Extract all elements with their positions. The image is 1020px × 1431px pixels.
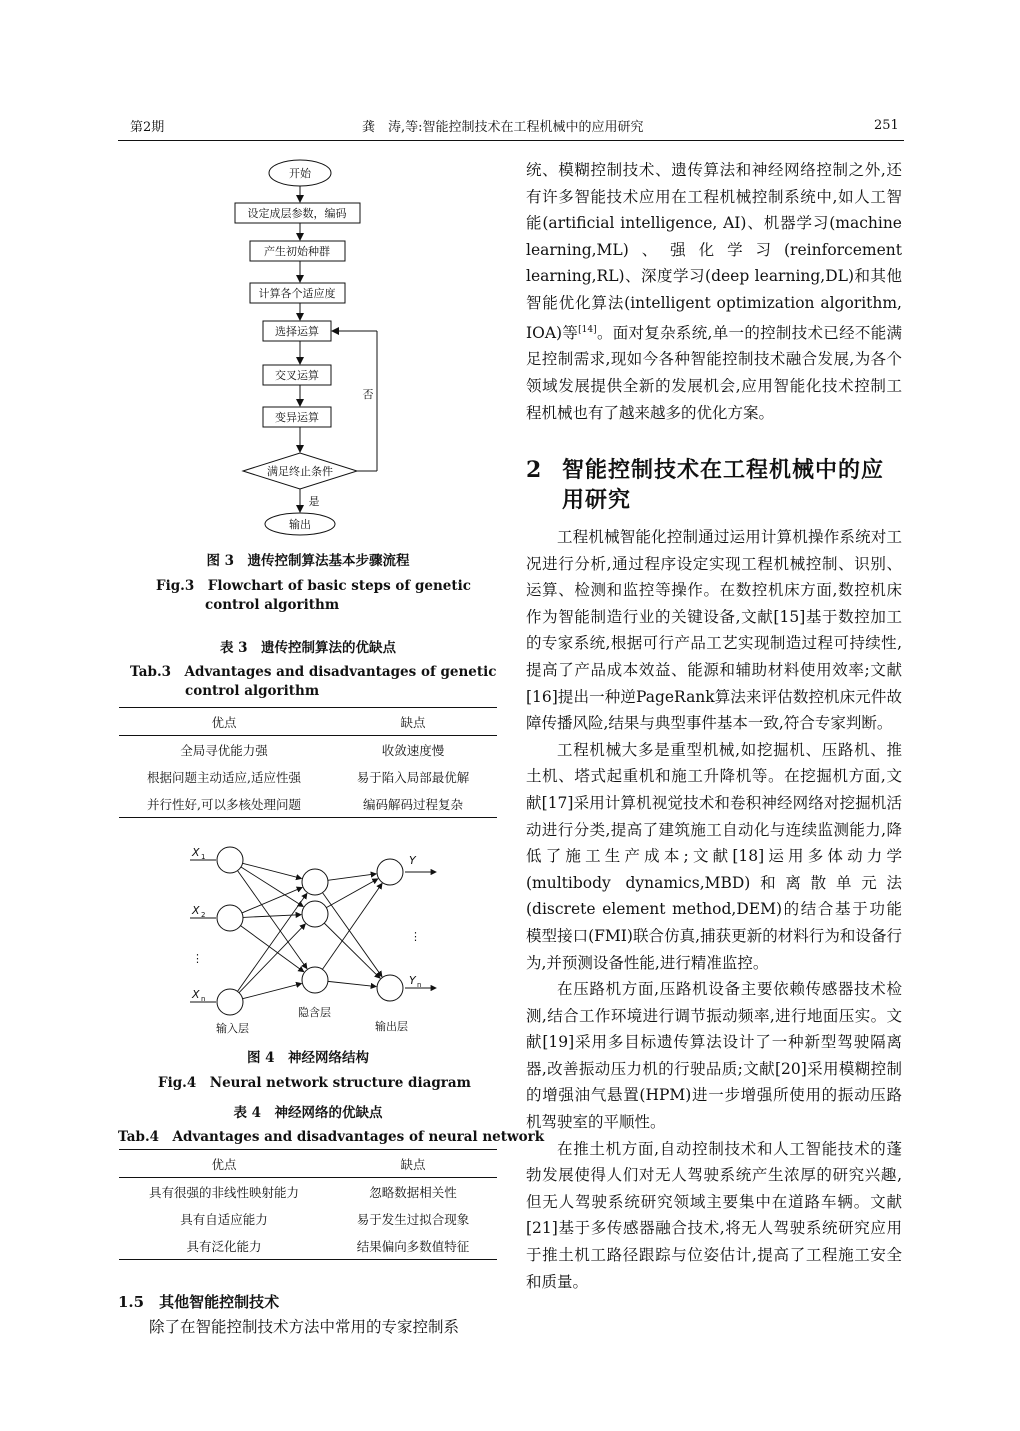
- output-label: 输出: [289, 518, 311, 531]
- paragraph-continued-b: 。面对复杂系统,单一的控制技术已经不能满足控制需求,现如今各种智能控制技术融合发展,为各个领域发展提供全新的发展机会,应用智能化技术控制工程机械也有了越来越多的优化方案。: [526, 323, 902, 422]
- table-cell: 易于发生过拟合现象: [356, 1211, 470, 1227]
- paragraph: 工程机械智能化控制通过运用计算机操作系统对工况进行分析,通过程序设定实现工程机械控制、识别、运算、检测和监控等操作。在数控机床方面,数控机床作为智能制造行业的关键设备,文献[15]基于数控加工的专家系统,根据可行产品工艺实现制造过程可持续性,提高了产品成本效益、能源和辅助材料使用效率;文献[16]提出一种逆PageRank算法来评估数控机床元件故障传播风险,结果与典型事件基本一致,符合专家判断。: [526, 528, 902, 733]
- nn-connection: [241, 926, 304, 972]
- hidden-layer-label: 隐含层: [298, 1006, 331, 1019]
- nn-connection: [239, 924, 305, 993]
- table-row: [119, 1205, 497, 1232]
- table-3-header-cons: 缺点: [400, 714, 426, 730]
- nn-connection: [322, 883, 382, 969]
- condition-label: 满足终止条件: [267, 465, 333, 478]
- fitness-label: 计算各个适应度: [258, 287, 336, 300]
- table-3-caption-en-2: control algorithm: [185, 683, 320, 699]
- table-4-header-pros: 优点: [211, 1156, 237, 1172]
- figure-3-caption-en-2: control algorithm: [205, 597, 340, 613]
- table-3-caption-en-1: Tab.3 Advantages and disadvantages of genetic: [130, 664, 497, 680]
- table-row: [119, 1232, 497, 1260]
- output-layer-label: 输出层: [375, 1020, 408, 1033]
- table-row: [119, 763, 497, 790]
- table-row: [119, 1178, 497, 1206]
- xn-label: X: [192, 988, 200, 1001]
- output-dots: ⋮: [410, 930, 421, 943]
- init-pop-label: 产生初始种群: [264, 245, 330, 258]
- output-neuron: [377, 859, 403, 885]
- hidden-neuron: [302, 967, 328, 993]
- right-column-top: [526, 157, 902, 426]
- paragraph-continued-a: 统、模糊控制技术、遗传算法和神经网络控制之外,还有许多智能技术应用在工程机械控制系统中,如人工智能(artificial intelligence, AI)、机器学习(machine learning,ML)、强化学习(reinforcement learning,RL)、深度学习(deep learning,DL)和其他智能优化算法(intelligent optimization algorithm, IOA)等: [526, 161, 902, 342]
- input-neuron: [217, 905, 243, 931]
- table-cell: 结果偏向多数值特征: [356, 1238, 470, 1254]
- table-cell: 根据问题主动适应,适应性强: [147, 769, 301, 785]
- nn-connection: [328, 981, 376, 986]
- table-cell: 具有泛化能力: [186, 1238, 262, 1254]
- figure-4-neural-network: [180, 840, 450, 1040]
- start-label: 开始: [289, 167, 311, 180]
- nn-connection: [243, 915, 301, 918]
- table-cell: 全局寻优能力强: [180, 742, 268, 758]
- table-cell: 易于陷入局部最优解: [356, 769, 470, 785]
- nn-connection: [326, 879, 377, 908]
- x1-label: X: [192, 846, 200, 859]
- table-3-header-row: [119, 708, 497, 736]
- y-label: Y: [409, 854, 416, 867]
- input-layer-label: 输入层: [216, 1022, 249, 1035]
- table-3-caption-cn: 表 3 遗传控制算法的优缺点: [219, 640, 397, 656]
- figure-3-caption-en-1: Fig.3 Flowchart of basic steps of genetic: [156, 578, 471, 594]
- x2-label: X: [192, 904, 200, 917]
- table-4-header-cons: 缺点: [400, 1156, 426, 1172]
- issue-label: 第2期: [130, 120, 165, 135]
- table-cell: 忽略数据相关性: [369, 1184, 457, 1200]
- output-neuron: [377, 975, 403, 1001]
- select-label: 选择运算: [275, 325, 319, 338]
- table-4-header-row: [119, 1150, 497, 1178]
- table-4-caption-en: Tab.4 Advantages and disadvantages of neural network: [118, 1129, 545, 1145]
- table-4-caption-cn: 表 4 神经网络的优缺点: [233, 1105, 383, 1121]
- citation-14: [14]: [578, 324, 597, 335]
- yn-subscript: n: [417, 981, 422, 989]
- nn-connection: [238, 893, 307, 991]
- paragraph: 在压路机方面,压路机设备主要依赖传感器技术检测,结合工作环境进行调节振动频率,进行地面压实。文献[19]采用多目标遗传算法设计了一种新型驾驶隔离器,改善振动压力机的行驶品质;文献[20]采用模糊控制的增强油气悬置(HPM)进一步增强所使用的振动压路机驾驶室的平顺性。: [526, 980, 902, 1132]
- table-cell: 具有自适应能力: [180, 1211, 268, 1227]
- encode-label: 设定成层参数，编码: [247, 207, 347, 220]
- table-cell: 收敛速度慢: [381, 742, 445, 758]
- table-cell: 编码解码过程复杂: [362, 796, 463, 812]
- figure-3-flowchart: [225, 155, 395, 545]
- paragraph: 工程机械大多是重型机械,如挖掘机、压路机、推土机、塔式起重机和施工升降机等。在挖掘机方面,文献[17]采用计算机视觉技术和卷积神经网络对挖掘机活动进行分类,提高了建筑施工自动化与连续监测能力,降低了施工生产成本;文献[18]运用多体动力学(multibody dynamics,MBD)和离散单元法(discrete element method,DEM)的结合基于功能模型接口(FMI)联合仿真,捕获更新的材料行为和设备行为,并预测设备性能,进行精准监控。: [526, 740, 902, 972]
- table-cell: 并行性好,可以多核处理问题: [147, 796, 301, 812]
- table-3-header-pros: 优点: [211, 714, 237, 730]
- figure-3-caption-cn: 图 3 遗传控制算法基本步骤流程: [206, 553, 410, 569]
- x2-subscript: 2: [201, 911, 206, 919]
- header-rule: [118, 140, 904, 141]
- yes-label: 是: [308, 495, 320, 508]
- input-neuron: [217, 989, 243, 1015]
- nn-connection: [243, 863, 302, 878]
- table-4: [119, 1149, 497, 1260]
- nn-connection: [328, 874, 376, 880]
- crossover-label: 交叉运算: [275, 369, 319, 382]
- table-row: [119, 736, 497, 764]
- yn-label: Y: [409, 974, 416, 987]
- running-title: 龚 涛,等:智能控制技术在工程机械中的应用研究: [362, 120, 644, 135]
- x1-subscript: 1: [201, 853, 206, 861]
- figure-4-caption-en: Fig.4 Neural network structure diagram: [158, 1075, 471, 1091]
- paragraph: 除了在智能控制技术方法中常用的专家控制系: [149, 1318, 460, 1336]
- right-column-body: [526, 524, 902, 1295]
- mutation-label: 变异运算: [275, 411, 319, 424]
- nn-connection: [243, 984, 302, 999]
- section-2-title: 智能控制技术在工程机械中的应用研究: [562, 457, 885, 513]
- table-row: [119, 790, 497, 818]
- section-1-5-heading: 1.5 其他智能控制技术: [118, 1293, 280, 1311]
- input-dots: ⋮: [192, 952, 203, 965]
- paragraph: 在推土机方面,自动控制技术和人工智能技术的蓬勃发展使得人们对无人驾驶系统产生浓厚的研究兴趣,但无人驾驶系统研究领域主要集中在道路车辆。文献[21]基于多传感器融合技术,将无人驾驶系统研究应用于推土机工路径跟踪与位姿估计,提高了工程施工安全和质量。: [526, 1139, 902, 1291]
- xn-subscript: n: [201, 995, 206, 1003]
- nn-connection: [238, 871, 307, 969]
- nn-connection: [324, 923, 380, 978]
- table-cell: 具有很强的非线性映射能力: [148, 1184, 299, 1200]
- section-2-number: 2: [526, 457, 543, 483]
- input-neuron: [217, 847, 243, 873]
- no-label: 否: [362, 388, 374, 401]
- figure-4-caption-cn: 图 4 神经网络结构: [246, 1050, 370, 1066]
- hidden-neuron: [302, 869, 328, 895]
- section-1-5-body: [118, 1314, 498, 1341]
- page-number: 251: [874, 118, 899, 133]
- table-3: [119, 707, 497, 818]
- paragraph-continued: [526, 157, 902, 426]
- hidden-neuron: [302, 901, 328, 927]
